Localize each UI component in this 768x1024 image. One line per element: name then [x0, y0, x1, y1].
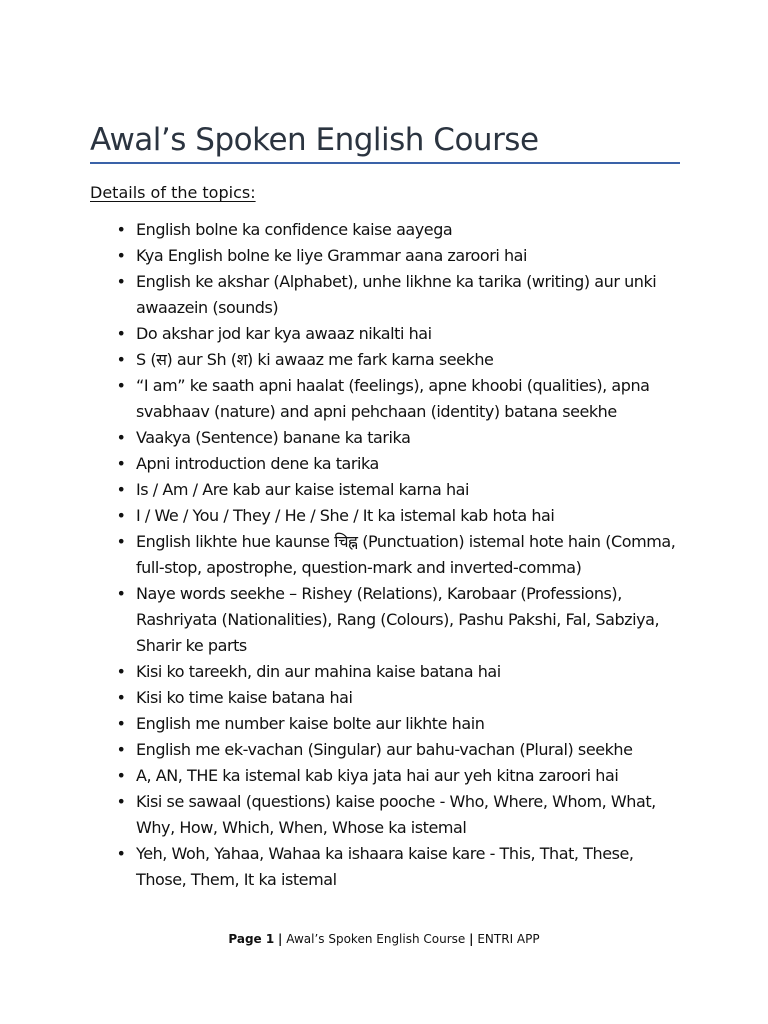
topic-text: Kisi ko tareekh, din aur mahina kaise batana hai	[136, 662, 501, 681]
bullet-icon: •	[116, 454, 126, 473]
topic-list	[90, 217, 680, 893]
bullet-icon: •	[116, 714, 126, 733]
topic-list-item	[90, 841, 680, 893]
page-footer	[0, 929, 768, 949]
topic-list-item	[90, 243, 680, 269]
footer-page-label: Page 1	[228, 932, 275, 946]
topics-subheading: Details of the topics:	[90, 183, 256, 202]
bullet-icon: •	[116, 428, 126, 447]
topic-list-item	[90, 711, 680, 737]
title-underline-rule	[90, 162, 680, 164]
topic-text: English me number kaise bolte aur likhte hain	[136, 714, 485, 733]
topic-text: “I am” ke saath apni haalat (feelings), apne khoobi (qualities), apna svabhaav (nature) and apni pehchaan (identity) batana seekhe	[136, 376, 650, 421]
topic-list-item	[90, 477, 680, 503]
topic-text: Kisi se sawaal (questions) kaise pooche - Who, Where, Whom, What, Why, How, Which, When, Whose ka istemal	[136, 792, 656, 837]
bullet-icon: •	[116, 220, 126, 239]
topic-text: English bolne ka confidence kaise aayega	[136, 220, 453, 239]
bullet-icon: •	[116, 246, 126, 265]
bullet-icon: •	[116, 740, 126, 759]
bullet-icon: •	[116, 766, 126, 785]
bullet-icon: •	[116, 662, 126, 681]
footer-separator: |	[278, 932, 283, 946]
topic-list-item	[90, 789, 680, 841]
topic-list-item	[90, 737, 680, 763]
bullet-icon: •	[116, 532, 126, 551]
topic-text: A, AN, THE ka istemal kab kiya jata hai aur yeh kitna zaroori hai	[136, 766, 619, 785]
topic-text: Yeh, Woh, Yahaa, Wahaa ka ishaara kaise kare - This, That, These, Those, Them, It ka istemal	[136, 844, 634, 889]
topic-list-item	[90, 269, 680, 321]
topic-text: Kisi ko time kaise batana hai	[136, 688, 353, 707]
topic-text: Is / Am / Are kab aur kaise istemal karna hai	[136, 480, 470, 499]
bullet-icon: •	[116, 324, 126, 343]
bullet-icon: •	[116, 480, 126, 499]
topic-list-item	[90, 581, 680, 659]
topic-text: Kya English bolne ke liye Grammar aana zaroori hai	[136, 246, 527, 265]
footer-app-name: ENTRI APP	[477, 932, 540, 946]
topic-list-item	[90, 529, 680, 581]
topic-list-item	[90, 503, 680, 529]
bullet-icon: •	[116, 688, 126, 707]
bullet-icon: •	[116, 376, 126, 395]
bullet-icon: •	[116, 792, 126, 811]
topic-list-item	[90, 763, 680, 789]
topic-list-item	[90, 659, 680, 685]
bullet-icon: •	[116, 506, 126, 525]
topic-list-item	[90, 685, 680, 711]
topic-list-item	[90, 321, 680, 347]
topic-list-item	[90, 217, 680, 243]
bullet-icon: •	[116, 272, 126, 291]
bullet-icon: •	[116, 350, 126, 369]
topic-text: S (स) aur Sh (श) ki awaaz me fark karna seekhe	[136, 350, 494, 369]
topic-text: English ke akshar (Alphabet), unhe likhne ka tarika (writing) aur unki awaazein (sounds)	[136, 272, 657, 317]
document-title: Awal’s Spoken English Course	[90, 122, 539, 158]
footer-separator: |	[469, 932, 474, 946]
topic-text: English me ek-vachan (Singular) aur bahu-vachan (Plural) seekhe	[136, 740, 633, 759]
topic-text: Vaakya (Sentence) banane ka tarika	[136, 428, 411, 447]
topic-text: Do akshar jod kar kya awaaz nikalti hai	[136, 324, 432, 343]
topic-text: English likhte hue kaunse चिह्न (Punctuation) istemal hote hain (Comma, full-stop, apostrophe, question-mark and inverted-comma)	[136, 532, 676, 577]
topic-list-item	[90, 451, 680, 477]
topic-list-item	[90, 425, 680, 451]
topic-text: I / We / You / They / He / She / It ka istemal kab hota hai	[136, 506, 555, 525]
footer-course-name: Awal’s Spoken English Course	[286, 932, 466, 946]
topic-list-item	[90, 347, 680, 373]
topic-text: Apni introduction dene ka tarika	[136, 454, 379, 473]
bullet-icon: •	[116, 584, 126, 603]
topic-text: Naye words seekhe – Rishey (Relations), Karobaar (Professions), Rashriyata (Nationalities), Rang (Colours), Pashu Pakshi, Fal, Sabziya, Sharir ke parts	[136, 584, 660, 655]
bullet-icon: •	[116, 844, 126, 863]
topic-list-item	[90, 373, 680, 425]
